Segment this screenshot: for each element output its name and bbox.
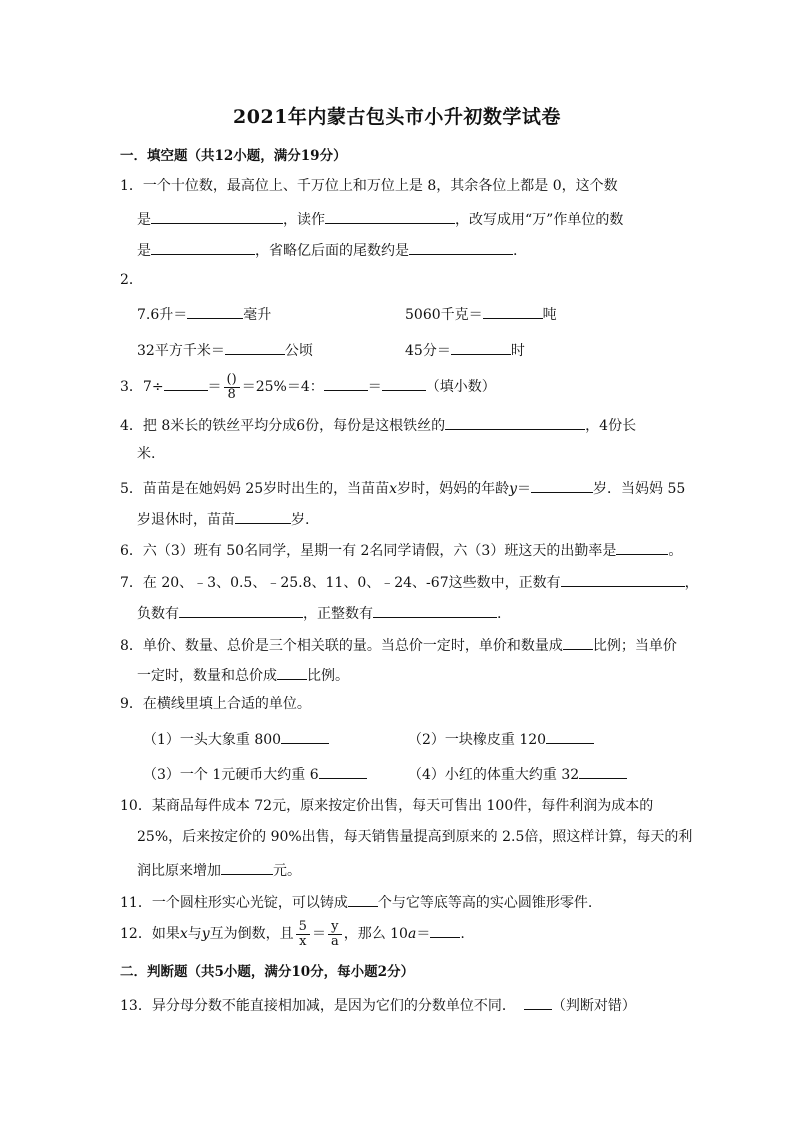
q6-line [120, 538, 682, 561]
q2-c-blank[interactable] [225, 338, 285, 355]
q9-stem: 9．在横线里填上合适的单位。 [120, 696, 311, 712]
q5-var-y: y [509, 481, 517, 497]
q7-text-1a: 7．在 20、﹣3、0.5、﹣25.8、11、0、﹣24、-67这些数中，正数有 [120, 575, 561, 591]
q12-text-d: ，那么 10 [343, 926, 408, 942]
q7-blank-negative[interactable] [179, 601, 303, 618]
q1-line2 [137, 207, 623, 230]
q5-text-2a: 岁退休时，苗苗 [137, 512, 235, 528]
q1-line1 [120, 176, 618, 196]
q5-text-1b: 岁时，妈妈的年龄 [397, 481, 510, 497]
q9-item-2-blank[interactable] [546, 727, 594, 744]
q9-item-2-text: （2）一块橡皮重 120 [408, 732, 547, 748]
q11-text-a: 11．一个圆柱形实心光锭，可以铸成 [120, 895, 348, 911]
q7-text-2c: . [497, 606, 502, 622]
exam-title: 2021年内蒙古包头市小升初数学试卷 [233, 106, 561, 128]
q3-text-a: 3．7÷ [120, 379, 164, 395]
q1-blank-approx[interactable] [409, 238, 513, 255]
q2-item-b [405, 302, 557, 325]
q12-var-a: a [407, 926, 417, 942]
q8-blank-1[interactable] [563, 633, 593, 650]
q2-a-text: 7.6升＝ [137, 307, 188, 323]
q10-text-3a: 润比原来增加 [137, 863, 221, 879]
q9-item-4-text: （4）小红的体重大约重 32 [408, 767, 580, 783]
q1-text-2c: ，改写成用“万”作单位的数 [455, 212, 624, 228]
q12-var-x: x [179, 926, 188, 942]
q2-c-text: 32平方千米＝ [137, 343, 225, 359]
q1-blank-wan[interactable] [151, 238, 255, 255]
q11-text-b: 个与它等底等高的实心圆锥形零件. [377, 895, 593, 911]
q9-item-1-blank[interactable] [281, 727, 329, 744]
q9-item-1 [143, 727, 329, 750]
q2-b-text: 5060千克＝ [405, 307, 483, 323]
q7-blank-pos-int[interactable] [373, 601, 497, 618]
q12-text-b: 与 [187, 926, 202, 942]
q7-text-1b: ， [684, 575, 699, 591]
q3-fraction-denominator: 8 [227, 386, 236, 402]
q8-text-1a: 8．单价、数量、总价是三个相关联的量。当总价一定时，单价和数量成 [120, 638, 563, 654]
q1-blank-number[interactable] [151, 207, 283, 224]
q8-text-2b: 比例。 [307, 668, 349, 684]
q9-item-3-text: （3）一个 1元硬币大约重 6 [143, 767, 319, 783]
q4-blank-fraction[interactable] [445, 413, 585, 430]
q13-text-a: 13．异分母分数不能直接相加减，是因为它们的分数单位不同． [120, 998, 516, 1014]
q9-item-4 [408, 762, 627, 785]
q8-blank-2[interactable] [277, 663, 307, 680]
q8-text-1b: 比例；当单价 [592, 638, 677, 654]
q8-text-2a: 一定时，数量和总价成 [137, 668, 277, 684]
q11-blank[interactable] [348, 890, 378, 907]
q2-b-unit: 吨 [542, 307, 557, 323]
q1-blank-read[interactable] [325, 207, 455, 224]
q7-line2 [137, 601, 501, 624]
q1-text-3b: ，省略亿后面的尾数约是 [255, 243, 409, 259]
section-1-heading: 一．填空题（共12小题，满分19分） [120, 148, 347, 164]
q12-line [120, 918, 465, 950]
q2-a-unit: 毫升 [243, 307, 272, 323]
q4-line2: 米. [137, 446, 156, 462]
q9-item-3 [143, 762, 367, 785]
q3-fraction [224, 373, 240, 402]
q5-text-2b: 岁. [291, 512, 310, 528]
q6-text-b: 。 [668, 543, 683, 559]
q3-text-d: ＝ [367, 379, 382, 395]
q10-line1: 10．某商品每件成本 72元，原来按定价出售，每天可售出 100件，每件利润为成本的 [120, 798, 654, 814]
q4-text-1b: ，4份长 [585, 418, 637, 434]
q3-text-e: （填小数） [425, 379, 496, 395]
q2-c-unit: 公顷 [284, 343, 313, 359]
q9-item-3-blank[interactable] [319, 762, 367, 779]
q7-blank-positive[interactable] [561, 570, 685, 587]
q5-text-1a: 5．苗苗是在她妈妈 25岁时出生的，当苗苗 [120, 481, 390, 497]
q2-item-a [137, 302, 271, 325]
q12-blank[interactable] [430, 921, 460, 938]
q7-text-2b: ，正整数有 [303, 606, 373, 622]
q5-line1 [120, 476, 685, 499]
q4-line1 [120, 413, 636, 436]
q2-d-unit: 时 [510, 343, 525, 359]
q12-fraction-2-numerator: y [328, 920, 342, 935]
q5-text-1d: 岁．当妈妈 55 [593, 481, 686, 497]
q7-text-2a: 负数有 [137, 606, 179, 622]
q7-line1 [120, 570, 699, 593]
q5-var-x: x [389, 481, 398, 497]
q2-item-c [137, 338, 313, 361]
q3-blank-3[interactable] [382, 374, 426, 391]
section-2-heading: 二．判断题（共5小题，满分10分，每小题2分） [120, 964, 415, 980]
q5-line2 [137, 507, 309, 530]
q2-item-d [405, 338, 525, 361]
q4-text-1a: 4．把 8米长的铁丝平均分成6份，每份是这根铁丝的 [120, 418, 446, 434]
q2-d-text: 45分＝ [405, 343, 451, 359]
q2-d-blank[interactable] [451, 338, 511, 355]
q10-line2: 25%，后来按定价的 90%出售，每天销售量提高到原来的 2.5倍，照这样计算，每天的利 [137, 829, 693, 845]
q1-text-3a: 是 [137, 243, 151, 259]
q5-text-1c: ＝ [517, 481, 531, 497]
q12-fraction-1-numerator: 5 [296, 920, 310, 935]
q12-text-c: 互为倒数，且 [209, 926, 294, 942]
q12-fraction-2-denominator: a [330, 933, 339, 949]
q12-text-e: ＝ [416, 926, 431, 942]
q2-number: 2． [120, 272, 143, 288]
q1-text-2a: 是 [137, 212, 151, 228]
q11-line [120, 890, 592, 913]
q13-text-b: （判断对错） [551, 998, 636, 1014]
q12-text-f: . [460, 926, 465, 942]
q5-blank-retire[interactable] [235, 507, 291, 524]
q1-text-2b: ，读作 [283, 212, 325, 228]
q1-text-1: 1．一个十位数，最高位上、千万位上和万位上是 8，其余各位上都是 0，这个数 [120, 178, 618, 194]
q12-var-y: y [201, 926, 210, 942]
q13-line [120, 993, 636, 1016]
q1-line3 [137, 238, 517, 261]
q3-blank-1[interactable] [164, 374, 208, 391]
q5-blank-age[interactable] [531, 476, 593, 493]
q1-text-3c: . [513, 243, 518, 259]
q8-line2 [137, 663, 349, 686]
q3-line [120, 372, 496, 402]
q10-text-3b: 元。 [273, 863, 301, 879]
q3-text-c: ＝25%＝4： [241, 379, 324, 395]
q13-blank[interactable] [524, 993, 552, 1010]
q6-blank-rate[interactable] [616, 538, 668, 555]
q3-blank-2[interactable] [324, 374, 368, 391]
q6-text-a: 6．六（3）班有 50名同学，星期一有 2名同学请假，六（3）班这天的出勤率是 [120, 543, 617, 559]
q12-fraction-1 [296, 920, 310, 949]
q10-line3 [137, 858, 301, 881]
q12-fraction-2 [328, 920, 342, 949]
q2-b-blank[interactable] [483, 302, 543, 319]
q12-equals: ＝ [311, 926, 326, 942]
q3-fraction-numerator: () [224, 373, 240, 388]
q3-text-b: ＝ [207, 379, 222, 395]
q9-item-1-text: （1）一头大象重 800 [143, 732, 282, 748]
q8-line1 [120, 633, 677, 656]
q9-item-2 [408, 727, 594, 750]
q12-fraction-1-denominator: x [299, 933, 307, 949]
q2-a-blank[interactable] [187, 302, 243, 319]
q10-blank-profit[interactable] [221, 858, 273, 875]
q12-text-a: 12．如果 [120, 926, 180, 942]
q9-item-4-blank[interactable] [579, 762, 627, 779]
